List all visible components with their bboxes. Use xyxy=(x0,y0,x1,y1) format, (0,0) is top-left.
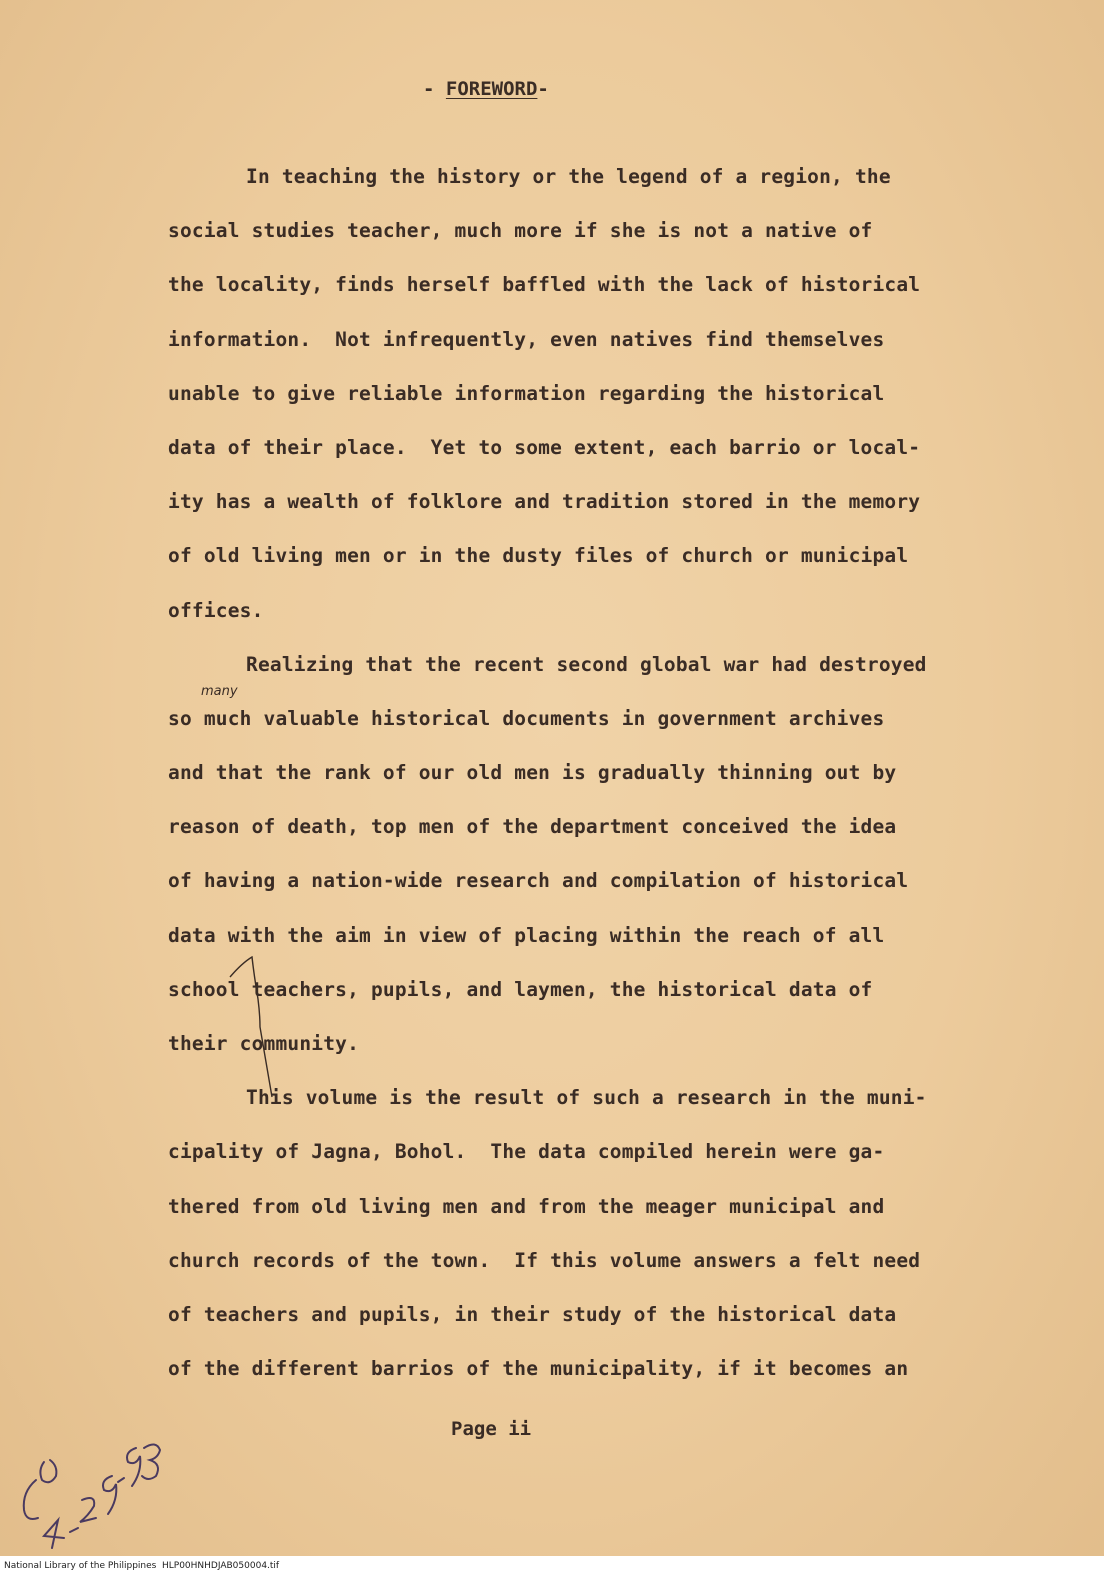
text-line: data of their place. Yet to some extent, each barrio or local- xyxy=(168,435,921,459)
scan-file-label: HLP00HNHDJAB050004.tif xyxy=(162,1561,280,1571)
text-line: their community. xyxy=(168,1032,360,1055)
text-line: This volume is the result of such a research in the muni- xyxy=(246,1086,927,1110)
text-line: thered from old living men and from the meager municipal and xyxy=(168,1194,885,1218)
text-line: social studies teacher, much more if she is not a native of xyxy=(168,219,873,243)
text-line: Realizing that the recent second global war had destroyed xyxy=(246,652,927,676)
page-number: Page ii xyxy=(451,1418,532,1440)
text-line: of having a nation-wide research and compilation of historical xyxy=(168,869,909,893)
pencil-caret-mark xyxy=(228,955,288,1105)
title-text: FOREWORD xyxy=(445,78,538,100)
text-line: data with the aim in view of placing within the reach of all xyxy=(168,923,885,947)
text-line: information. Not infrequently, even natives find themselves xyxy=(168,327,885,351)
text-line: school teachers, pupils, and laymen, the historical data of xyxy=(168,977,873,1001)
handwritten-initials-date xyxy=(0,0,200,1560)
text-line: ity has a wealth of folklore and tradition stored in the memory xyxy=(168,490,921,514)
text-line: so much valuable historical documents in government archives xyxy=(168,706,885,730)
text-line: church records of the town. If this volume answers a felt need xyxy=(168,1248,921,1272)
text-line: In teaching the history or the legend of a region, the xyxy=(246,165,891,188)
text-line: of teachers and pupils, in their study of the historical data xyxy=(168,1302,897,1326)
text-line: of old living men or in the dusty files of church or municipal xyxy=(168,544,909,568)
text-line: unable to give reliable information regarding the historical xyxy=(168,381,885,405)
text-line: reason of death, top men of the department conceived the idea xyxy=(168,815,897,839)
title-dash-right: - xyxy=(537,78,549,100)
text-line: the locality, finds herself baffled with the lack of historical xyxy=(168,273,921,297)
handwritten-insertion: many xyxy=(201,684,238,699)
text-line: cipality of Jagna, Bohol. The data compiled herein were ga- xyxy=(168,1140,885,1164)
title-dash-left: - xyxy=(423,78,435,100)
text-line: offices. xyxy=(168,598,264,622)
text-line: and that the rank of our old men is gradually thinning out by xyxy=(168,761,897,785)
page-title xyxy=(423,78,549,100)
body-text xyxy=(168,150,1028,1396)
text-line: of the different barrios of the municipality, if it becomes an xyxy=(168,1357,909,1381)
scan-source-label: National Library of the Philippines xyxy=(4,1561,157,1571)
